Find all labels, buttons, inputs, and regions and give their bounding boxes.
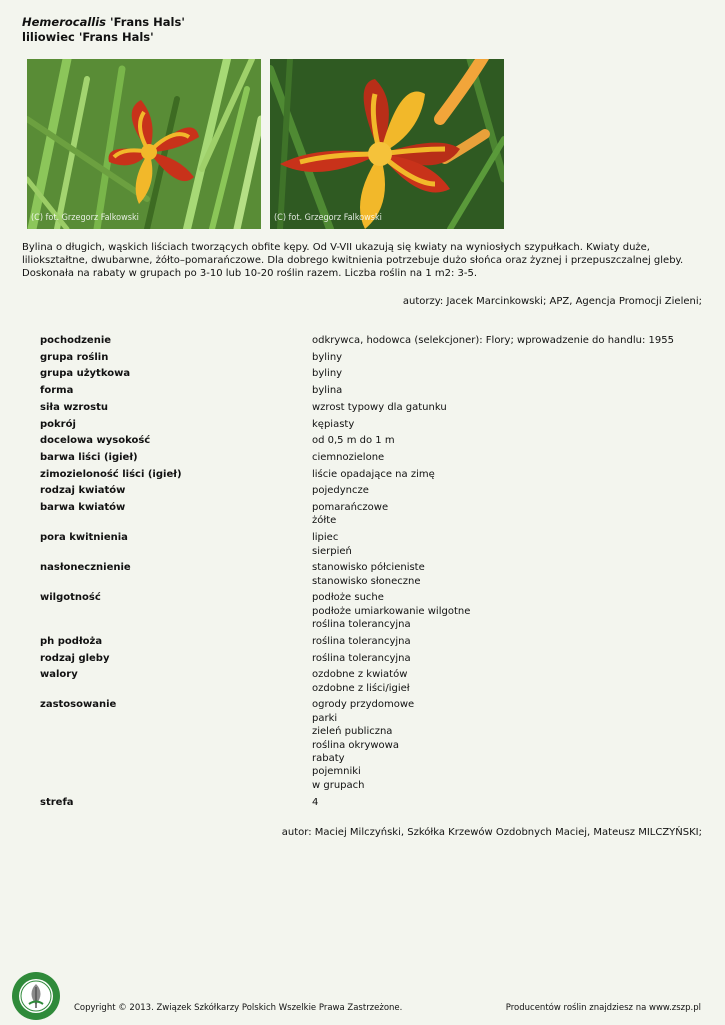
property-row	[40, 591, 674, 635]
property-value: lipiec	[312, 532, 339, 544]
property-value: zieleń publiczna	[312, 726, 393, 738]
property-value: podłoże suche	[312, 592, 384, 604]
property-row	[40, 434, 674, 451]
property-values	[312, 418, 674, 435]
property-key: zimozieloność liści (igieł)	[40, 468, 182, 480]
property-value: kępiasty	[312, 418, 355, 430]
property-values	[312, 334, 674, 351]
property-value: 4	[312, 796, 319, 808]
property-row	[40, 367, 674, 384]
property-key: rodzaj kwiatów	[40, 485, 126, 497]
property-value: ozdobne z liści/igieł	[312, 682, 410, 694]
plant-photo-1	[27, 59, 261, 229]
plant-photo-2	[270, 59, 504, 229]
property-key: grupa roślin	[40, 351, 109, 363]
property-key: pokrój	[40, 418, 76, 430]
property-values	[312, 796, 674, 813]
property-value: roślina tolerancyjna	[312, 652, 411, 664]
property-key: barwa kwiatów	[40, 502, 126, 514]
property-row	[40, 698, 674, 795]
property-value: bylina	[312, 385, 343, 397]
property-values	[312, 468, 674, 485]
description-authors: autorzy: Jacek Marcinkowski; APZ, Agencja Promocji Zieleni;	[402, 296, 702, 307]
property-row	[40, 401, 674, 418]
property-value: roślina tolerancyjna	[312, 619, 411, 631]
property-row	[40, 531, 674, 561]
property-values	[312, 561, 674, 591]
property-value: w grupach	[312, 779, 365, 791]
plant-description: Bylina o długich, wąskich liściach tworzących obfite kępy. Od V-VII ukazują się kwiaty na wyniosłych szypułkach. Kwiaty duże, liliokształtne, dwubarwne, żółto–pomarańczowe. Dla dobrego kwitnienia potrzebuje dużo słońca oraz żyznej i przepuszczalnej gleby. Doskonała na rabaty w grupach po 3-10 lub 10-20 roślin razem. Liczba roślin na 1 m2: 3-5.	[22, 242, 684, 279]
zszp-logo-icon[interactable]	[11, 971, 61, 1021]
property-row	[40, 652, 674, 669]
property-value: od 0,5 m do 1 m	[312, 435, 395, 447]
photo-caption: (C) fot. Grzegorz Falkowski	[274, 213, 382, 223]
property-value: byliny	[312, 368, 343, 380]
property-value: podłoże umiarkowanie wilgotne	[312, 605, 471, 617]
property-row	[40, 796, 674, 813]
property-value: byliny	[312, 351, 343, 363]
polish-name: liliowiec 'Frans Hals'	[22, 30, 154, 44]
property-key: grupa użytkowa	[40, 368, 131, 380]
property-values	[312, 367, 674, 384]
latin-cultivar: 'Frans Hals'	[110, 15, 185, 29]
latin-genus: Hemerocallis	[22, 15, 107, 29]
property-value: stanowisko słoneczne	[312, 575, 421, 587]
photo-caption: (C) fot. Grzegorz Falkowski	[31, 213, 139, 223]
property-row	[40, 668, 674, 698]
property-value: liście opadające na zimę	[312, 468, 435, 480]
property-values	[312, 401, 674, 418]
property-key: wilgotność	[40, 592, 101, 604]
property-key: pochodzenie	[40, 335, 112, 346]
property-key: ph podłoża	[40, 635, 103, 647]
plant-title	[22, 15, 185, 45]
properties-table	[40, 334, 674, 812]
property-values	[312, 384, 674, 401]
property-row	[40, 484, 674, 501]
property-key: zastosowanie	[40, 699, 117, 711]
property-row	[40, 501, 674, 531]
property-value: roślina tolerancyjna	[312, 635, 411, 647]
property-values	[312, 434, 674, 451]
properties-author: autor: Maciej Milczyński, Szkółka Krzewów Ozdobnych Maciej, Mateusz MILCZYŃSKI;	[281, 827, 702, 838]
property-key: pora kwitnienia	[40, 532, 128, 544]
property-value: pojedyncze	[312, 485, 369, 497]
property-value: roślina okrywowa	[312, 739, 399, 751]
property-key: strefa	[40, 796, 74, 808]
property-value: odkrywca, hodowca (selekcjoner): Flory; wprowadzenie do handlu: 1955	[312, 335, 674, 346]
property-row	[40, 351, 674, 368]
property-row	[40, 635, 674, 652]
property-value: pomarańczowe	[312, 502, 389, 514]
property-value: ogrody przydomowe	[312, 699, 415, 711]
producers-link[interactable]: Producentów roślin znajdziesz na www.zszp.pl	[505, 1003, 701, 1013]
property-row	[40, 384, 674, 401]
property-values	[312, 351, 674, 368]
property-value: parki	[312, 712, 338, 724]
property-row	[40, 334, 674, 351]
property-value: sierpień	[312, 545, 352, 557]
property-key: nasłonecznienie	[40, 562, 131, 574]
property-key: rodzaj gleby	[40, 652, 110, 664]
property-values	[312, 501, 674, 531]
property-value: ciemnozielone	[312, 451, 385, 463]
property-values	[312, 668, 674, 698]
property-values	[312, 635, 674, 652]
property-values	[312, 484, 674, 501]
property-row	[40, 561, 674, 591]
property-values	[312, 531, 674, 561]
property-key: forma	[40, 385, 74, 397]
property-key: siła wzrostu	[40, 401, 109, 413]
property-key: docelowa wysokość	[40, 435, 151, 447]
property-key: barwa liści (igieł)	[40, 451, 138, 463]
property-value: stanowisko półcieniste	[312, 562, 425, 574]
property-values	[312, 591, 674, 635]
property-row	[40, 451, 674, 468]
property-value: pojemniki	[312, 766, 361, 778]
property-key: walory	[40, 669, 78, 681]
property-row	[40, 418, 674, 435]
property-values	[312, 652, 674, 669]
property-value: żółte	[312, 515, 337, 527]
property-values	[312, 451, 674, 468]
property-values	[312, 698, 674, 795]
property-value: wzrost typowy dla gatunku	[312, 401, 447, 413]
copyright-text: Copyright © 2013. Związek Szkółkarzy Polskich Wszelkie Prawa Zastrzeżone.	[74, 1003, 403, 1013]
property-row	[40, 468, 674, 485]
property-value: rabaty	[312, 753, 345, 765]
property-value: ozdobne z kwiatów	[312, 669, 408, 681]
